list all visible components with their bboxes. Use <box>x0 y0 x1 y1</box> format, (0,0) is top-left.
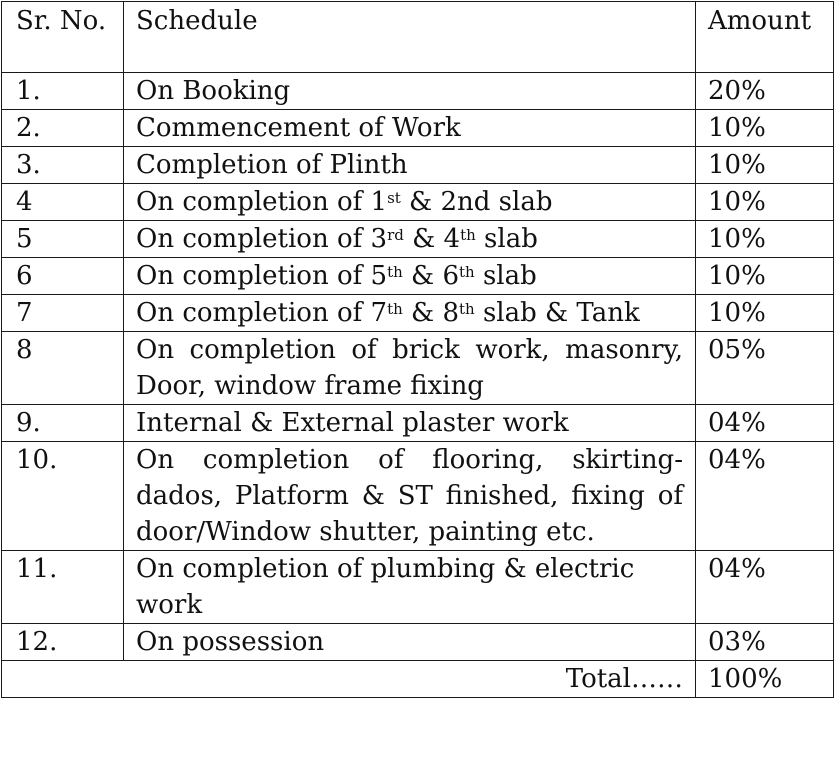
table-row <box>2 258 834 295</box>
sr-no-cell: 8 <box>2 332 124 405</box>
schedule-cell: Commencement of Work <box>124 110 696 147</box>
amount-cell: 04% <box>696 551 834 624</box>
amount-cell: 20% <box>696 73 834 110</box>
amount-cell: 10% <box>696 221 834 258</box>
sr-no-cell: 10. <box>2 442 124 551</box>
amount-cell: 10% <box>696 295 834 332</box>
schedule-cell: On completion of flooring, skirting-dados, Platform & ST finished, fixing of door/Window shutter, painting etc. <box>124 442 696 551</box>
schedule-cell: On possession <box>124 624 696 661</box>
total-amount: 100% <box>696 661 834 698</box>
sr-no-cell: 11. <box>2 551 124 624</box>
header-amount: Amount <box>696 2 834 73</box>
amount-cell: 10% <box>696 147 834 184</box>
sr-no-cell: 1. <box>2 73 124 110</box>
sr-no-cell: 12. <box>2 624 124 661</box>
table-row <box>2 184 834 221</box>
amount-cell: 03% <box>696 624 834 661</box>
header-row <box>2 2 834 73</box>
sr-no-cell: 7 <box>2 295 124 332</box>
header-sr-no: Sr. No. <box>2 2 124 73</box>
total-label: Total…… <box>2 661 696 698</box>
table-row <box>2 624 834 661</box>
table-row <box>2 551 834 624</box>
sr-no-cell: 3. <box>2 147 124 184</box>
schedule-cell: On completion of 5th & 6th slab <box>124 258 696 295</box>
schedule-cell: Completion of Plinth <box>124 147 696 184</box>
sr-no-cell: 2. <box>2 110 124 147</box>
header-schedule: Schedule <box>124 2 696 73</box>
schedule-cell: On completion of 7th & 8th slab & Tank <box>124 295 696 332</box>
amount-cell: 04% <box>696 405 834 442</box>
schedule-cell: On Booking <box>124 73 696 110</box>
schedule-cell: On completion of 1st & 2nd slab <box>124 184 696 221</box>
amount-cell: 05% <box>696 332 834 405</box>
amount-cell: 10% <box>696 258 834 295</box>
table-row <box>2 442 834 551</box>
table-row <box>2 221 834 258</box>
table-row <box>2 147 834 184</box>
table-row <box>2 405 834 442</box>
sr-no-cell: 6 <box>2 258 124 295</box>
schedule-cell: On completion of brick work, masonry, Door, window frame fixing <box>124 332 696 405</box>
amount-cell: 10% <box>696 110 834 147</box>
sr-no-cell: 9. <box>2 405 124 442</box>
table-row <box>2 73 834 110</box>
table-row <box>2 110 834 147</box>
total-row <box>2 661 834 698</box>
schedule-cell: On completion of plumbing & electric work <box>124 551 696 624</box>
payment-schedule-table <box>1 1 834 698</box>
table-body <box>2 2 834 698</box>
table-row <box>2 295 834 332</box>
sr-no-cell: 4 <box>2 184 124 221</box>
amount-cell: 04% <box>696 442 834 551</box>
sr-no-cell: 5 <box>2 221 124 258</box>
table-row <box>2 332 834 405</box>
schedule-cell: On completion of 3rd & 4th slab <box>124 221 696 258</box>
schedule-cell: Internal & External plaster work <box>124 405 696 442</box>
amount-cell: 10% <box>696 184 834 221</box>
